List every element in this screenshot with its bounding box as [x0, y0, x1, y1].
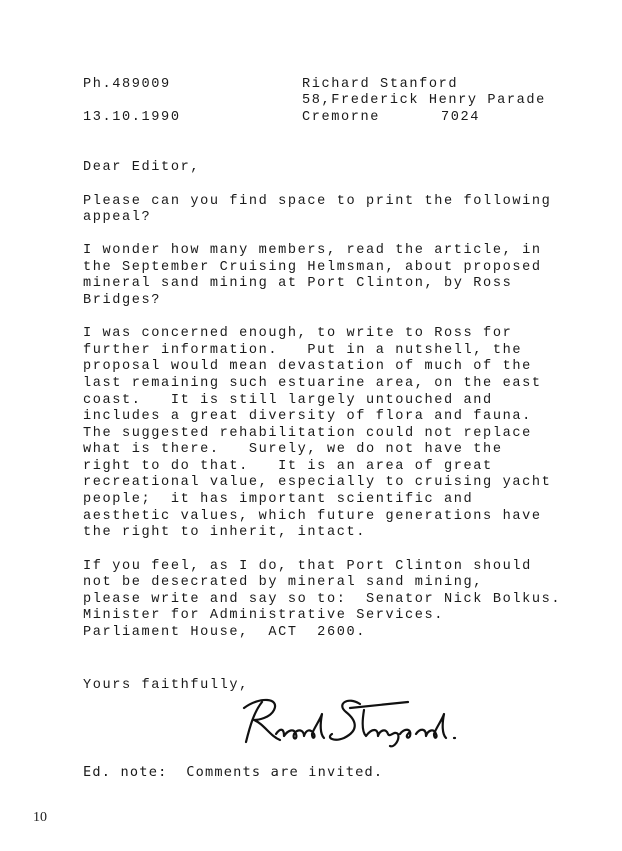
sender-postcode: 7024 — [441, 110, 481, 125]
editor-note: Ed. note: Comments are invited. — [83, 764, 384, 780]
paragraph-3-line: the right to inherit, intact. — [83, 525, 366, 540]
paragraph-3-line: coast. It is still largely untouched and — [83, 393, 493, 408]
paragraph-3-line: aesthetic values, which future generations have — [83, 509, 542, 524]
paragraph-1-line: Please can you find space to print the following — [83, 194, 552, 209]
paragraph-3-line: people; it has important scientific and — [83, 492, 474, 507]
letter-date: 13.10.1990 — [83, 110, 181, 125]
signature-image — [240, 690, 470, 752]
paragraph-3-line: includes a great diversity of flora and fauna. — [83, 409, 532, 424]
closing: Yours faithfully, — [83, 678, 249, 693]
paragraph-2-line: I wonder how many members, read the article, in — [83, 243, 542, 258]
paragraph-4-line: please write and say so to: Senator Nick Bolkus. — [83, 592, 562, 607]
paragraph-3-line: I was concerned enough, to write to Ross for — [83, 326, 513, 341]
paragraph-4-line: If you feel, as I do, that Port Clinton should — [83, 559, 532, 574]
paragraph-1-line: appeal? — [83, 210, 152, 225]
paragraph-3-line: recreational value, especially to cruising yacht — [83, 475, 552, 490]
page-number: 10 — [33, 810, 47, 825]
paragraph-3-line: proposal would mean devastation of much of the — [83, 359, 532, 374]
paragraph-2-line: Bridges? — [83, 293, 162, 308]
sender-street: 58,Frederick Henry Parade — [302, 93, 546, 108]
paragraph-3-line: further information. Put in a nutshell, the — [83, 343, 523, 358]
paragraph-3-line: what is there. Surely, we do not have the — [83, 442, 503, 457]
paragraph-3-line: last remaining such estuarine area, on the east — [83, 376, 542, 391]
salutation: Dear Editor, — [83, 160, 201, 175]
sender-suburb: Cremorne — [302, 110, 381, 125]
paragraph-2-line: mineral sand mining at Port Clinton, by Ross — [83, 276, 513, 291]
paragraph-3-line: The suggested rehabilitation could not replace — [83, 426, 532, 441]
paragraph-4-line: Minister for Administrative Services. — [83, 608, 445, 623]
paragraph-4-line: Parliament House, ACT 2600. — [83, 625, 366, 640]
sender-name: Richard Stanford — [302, 77, 459, 92]
phone-number: Ph.489009 — [83, 77, 171, 92]
paragraph-2-line: the September Cruising Helmsman, about proposed — [83, 260, 542, 275]
paragraph-3-line: right to do that. It is an area of great — [83, 459, 493, 474]
paragraph-4-line: not be desecrated by mineral sand mining, — [83, 575, 484, 590]
